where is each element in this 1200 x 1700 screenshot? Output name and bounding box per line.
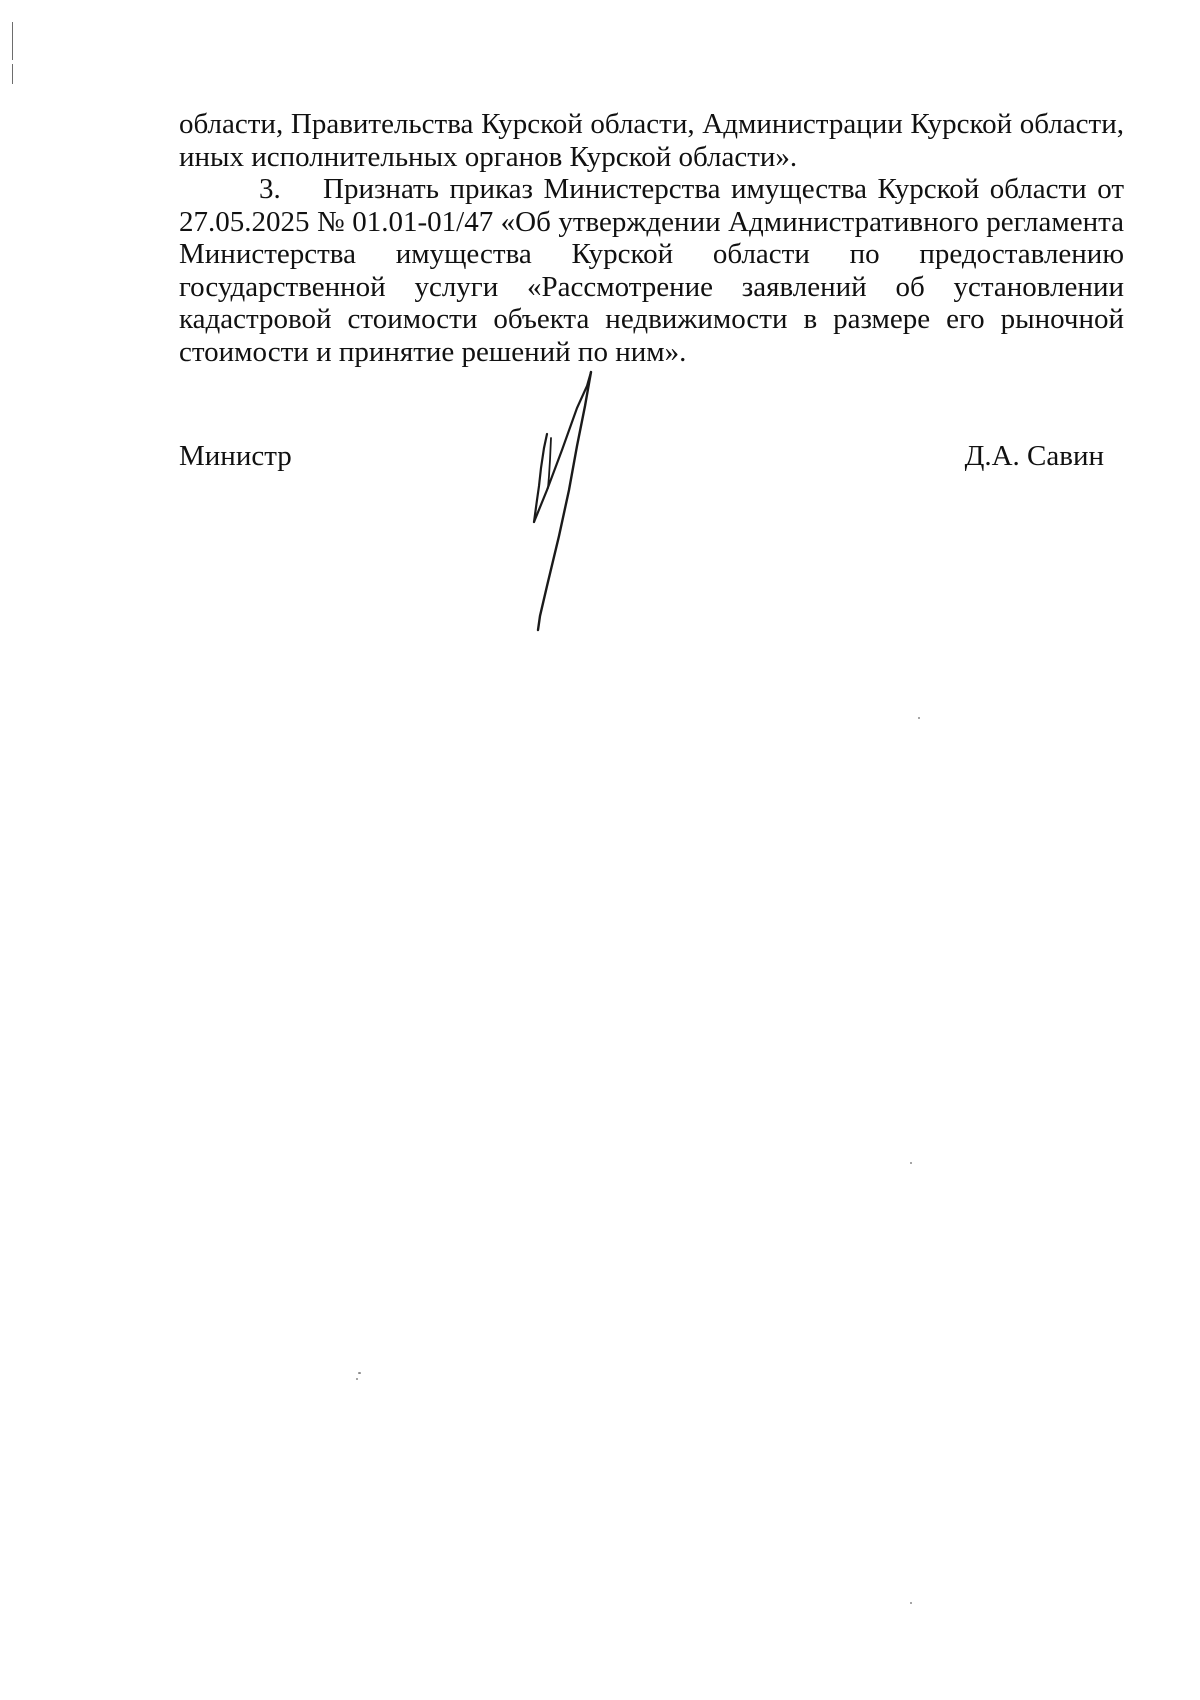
scan-speck — [918, 717, 920, 719]
item-number: 3. — [259, 173, 281, 205]
scan-margin-mark — [12, 22, 13, 60]
scan-speck — [910, 1162, 912, 1164]
document-body — [179, 108, 1124, 368]
item-text: Признать приказ Министерства имущества Курской области от 27.05.2025 № 01.01-01/47 «Об утверждении Административного регламента Министерства имущества Курской области по предоставлению государственной услуги «Рассмотрение заявлений об установлении кадастровой стоимости объекта недвижимости в размере его рыночной стоимости и принятие решений по ним». — [179, 173, 1124, 368]
scan-speck — [358, 1372, 361, 1374]
paragraph-continuation: области, Правительства Курской области, Администрации Курской области, иных исполнительных органов Курской области». — [179, 108, 1124, 173]
paragraph-item-3 — [179, 173, 1124, 368]
signatory-name: Д.А. Савин — [964, 440, 1104, 472]
scan-speck — [356, 1378, 358, 1380]
scan-margin-mark — [12, 64, 13, 84]
signatory-title: Министр — [179, 440, 292, 472]
handwritten-signature-icon — [525, 368, 645, 638]
scan-speck — [910, 1602, 912, 1604]
